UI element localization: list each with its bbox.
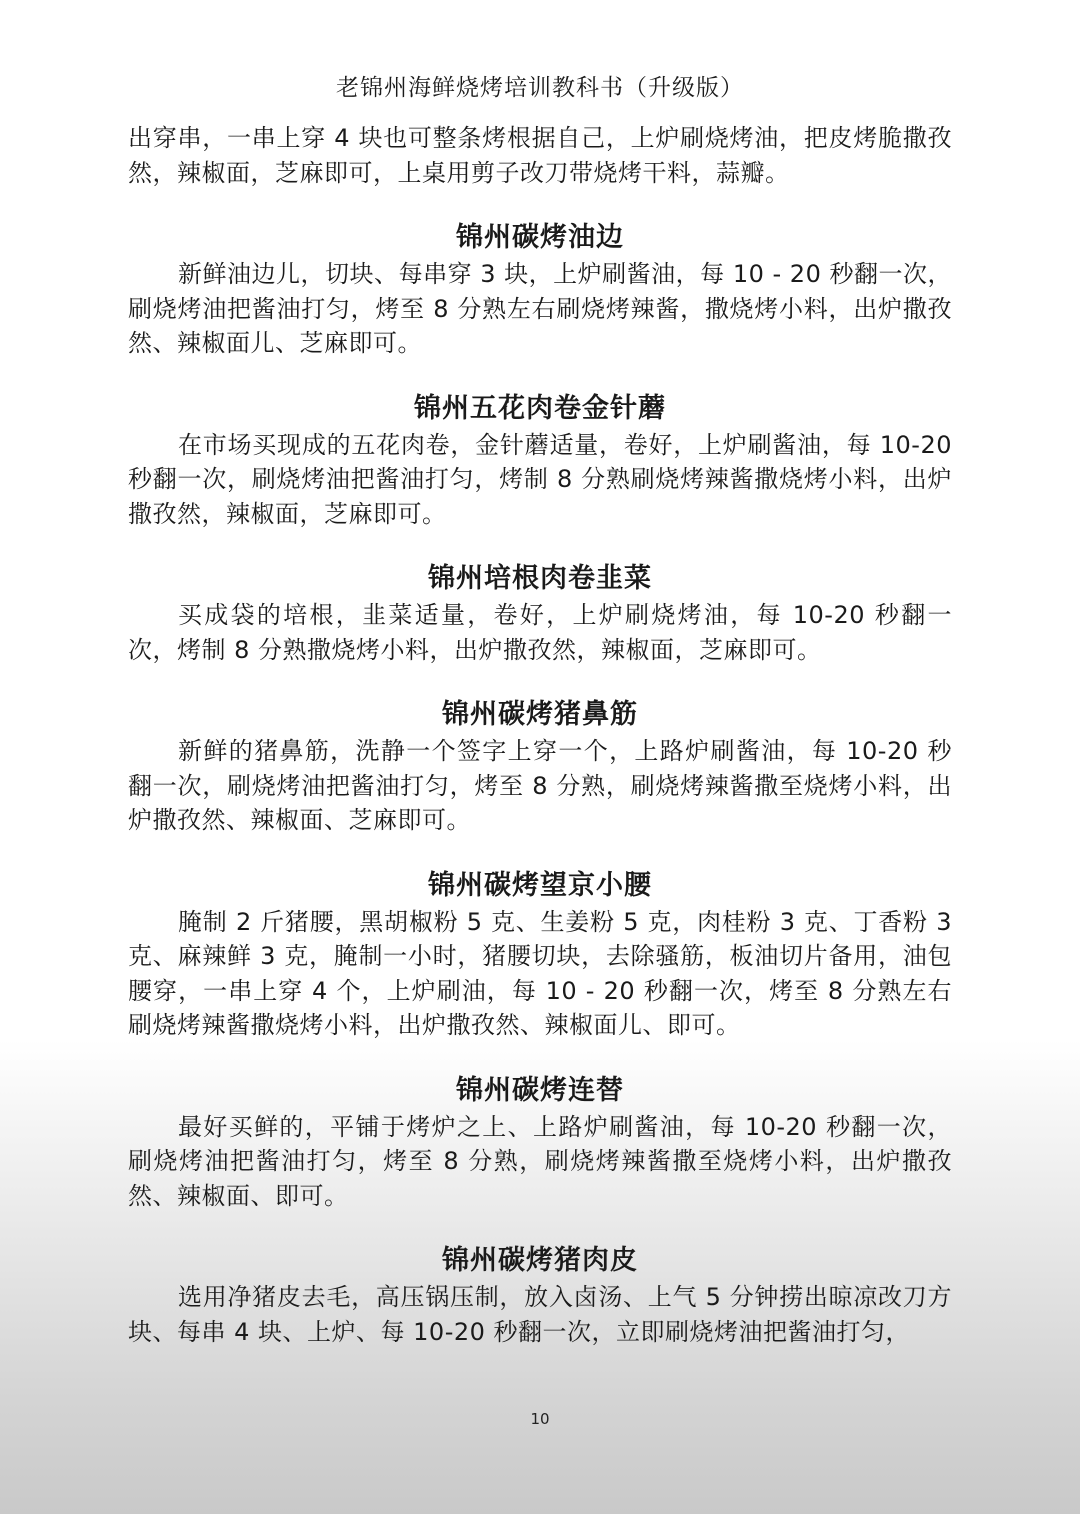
recipe-title: 锦州碳烤连替 — [456, 1074, 624, 1106]
recipe-section — [128, 867, 952, 1043]
recipe-title: 锦州五花肉卷金针蘑 — [414, 392, 666, 424]
recipe-body: 买成袋的培根，韭菜适量，卷好，上炉刷烧烤油，每 10-20 秒翻一次，烤制 8 分熟撒烧烤小料，出炉撒孜然，辣椒面，芝麻即可。 — [128, 601, 952, 664]
recipe-section — [128, 219, 952, 361]
page-number: 10 — [530, 1410, 550, 1428]
recipe-section — [128, 390, 952, 532]
recipe-body: 在市场买现成的五花肉卷，金针蘑适量，卷好，上炉刷酱油，每 10-20 秒翻一次，刷烧烤油把酱油打匀，烤制 8 分熟刷烧烤辣酱撒烧烤小料，出炉撒孜然，辣椒面，芝麻即可。 — [128, 430, 952, 528]
recipe-body: 新鲜的猪鼻筋，洗静一个签字上穿一个，上路炉刷酱油，每 10-20 秒翻一次，刷烧烤油把酱油打匀，烤至 8 分熟，刷烧烤辣酱撒至烧烤小料，出炉撒孜然、辣椒面、芝麻即可。 — [128, 737, 952, 834]
page-content — [128, 121, 952, 1349]
recipe-title: 锦州碳烤油边 — [456, 222, 624, 253]
recipe-title: 锦州培根肉卷韭菜 — [428, 563, 652, 594]
recipe-body: 新鲜油边儿，切块、每串穿 3 块，上炉刷酱油，每 10 - 20 秒翻一次，刷烧烤油把酱油打匀，烤至 8 分熟左右刷烧烤辣酱，撒烧烤小料，出炉撒孜然、辣椒面儿、芝麻即可。 — [128, 260, 952, 357]
recipe-section — [128, 1072, 952, 1214]
recipe-body: 最好买鲜的，平铺于烤炉之上、上路炉刷酱油，每 10-20 秒翻一次，刷烧烤油把酱油打匀，烤至 8 分熟，刷烧烤辣酱撒至烧烤小料，出炉撒孜然、辣椒面、即可。 — [128, 1112, 952, 1210]
recipe-section — [128, 696, 952, 838]
continuation-paragraph: 出穿串，一串上穿 4 块也可整条烤根据自己，上炉刷烧烤油，把皮烤脆撒孜然，辣椒面，芝麻即可，上桌用剪子改刀带烧烤干料，蒜瓣。 — [128, 124, 952, 187]
recipe-section — [128, 560, 952, 667]
recipe-title: 锦州碳烤猪鼻筋 — [442, 699, 638, 730]
recipe-body: 选用净猪皮去毛，高压锅压制，放入卤汤、上气 5 分钟捞出晾凉改刀方块、每串 4 块、上炉、每 10-20 秒翻一次，立即刷烧烤油把酱油打匀， — [128, 1283, 952, 1346]
recipe-title: 锦州碳烤猪肉皮 — [442, 1245, 638, 1276]
recipe-section — [128, 1242, 952, 1349]
recipe-title: 锦州碳烤望京小腰 — [428, 869, 652, 901]
running-header: 老锦州海鲜烧烤培训教科书（升级版） — [336, 75, 744, 101]
recipe-body: 腌制 2 斤猪腰，黑胡椒粉 5 克、生姜粉 5 克，肉桂粉 3 克、丁香粉 3 克、麻辣鲜 3 克，腌制一小时，猪腰切块，去除骚筋，板油切片备用，油包腰穿，一串上穿 4 个，上炉刷油，每 10 - 20 秒翻一次，烤至 8 分熟左右刷烧烤辣酱撒烧烤小料，出炉撒孜然、辣椒面儿、即可。 — [128, 907, 952, 1039]
